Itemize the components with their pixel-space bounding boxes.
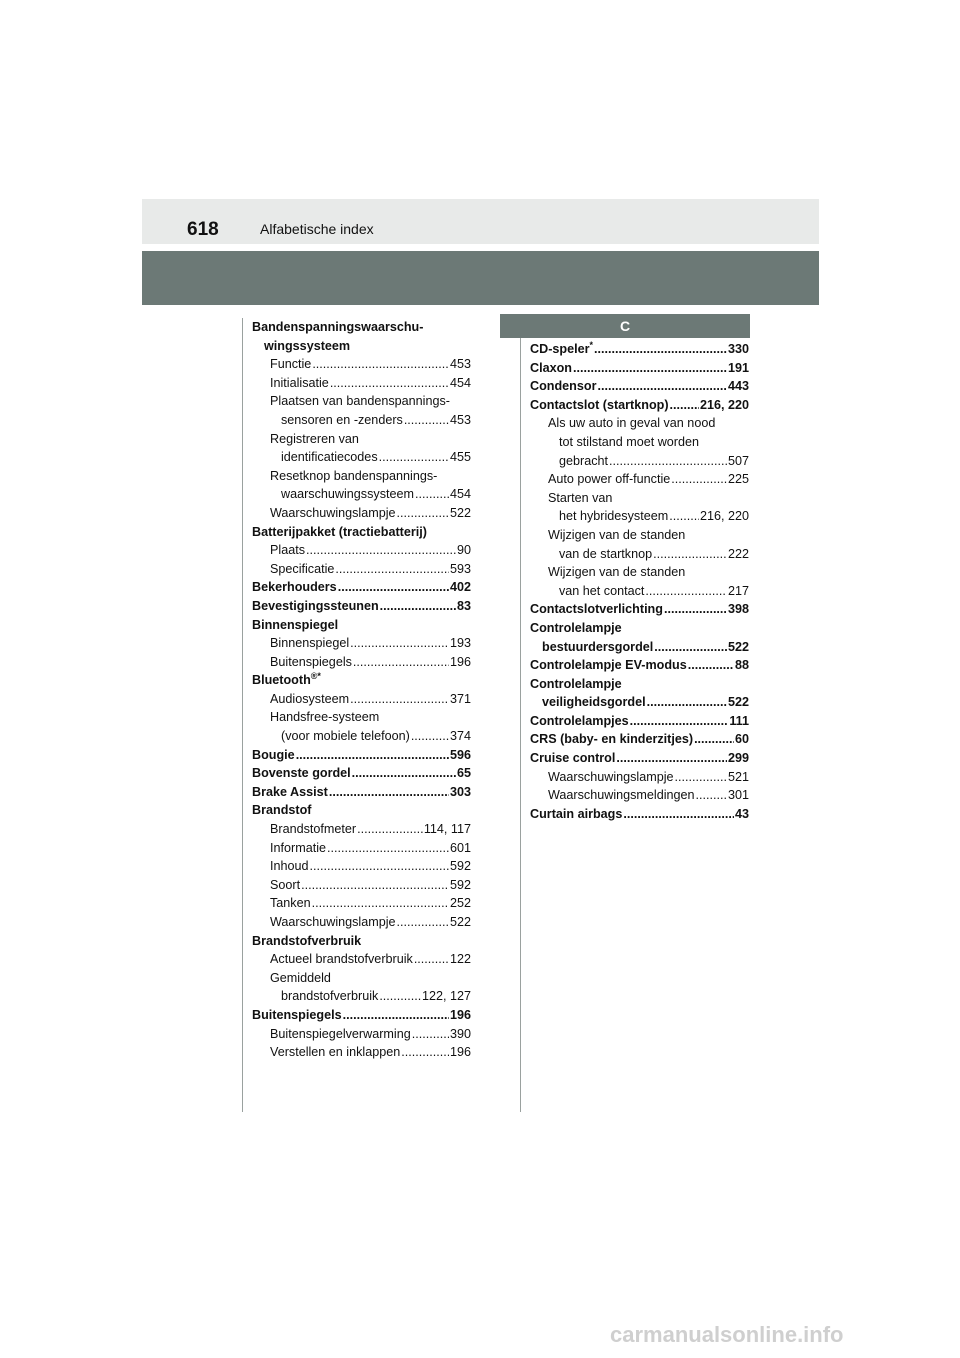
index-entry	[530, 526, 749, 545]
entry-page-ref[interactable]: 43	[734, 806, 749, 821]
index-entry	[252, 616, 471, 635]
index-entry	[252, 690, 471, 709]
leader-dots	[350, 690, 449, 709]
index-column-right	[530, 340, 749, 823]
entry-term: Inhoud	[270, 859, 309, 874]
index-entry	[530, 619, 749, 638]
entry-term: van de startknop	[559, 546, 653, 561]
entry-term: tot stilstand moet worden	[559, 434, 700, 449]
entry-page-ref[interactable]: 371	[449, 691, 471, 706]
entry-page-ref[interactable]: 90	[456, 543, 471, 558]
index-entry	[252, 485, 471, 504]
index-entry	[252, 337, 471, 356]
entry-page-ref[interactable]: 596	[449, 747, 471, 762]
entry-term: veiligheidsgordel	[542, 695, 646, 710]
leader-dots	[397, 504, 449, 523]
index-entry	[252, 1025, 471, 1044]
entry-page-ref[interactable]: 507	[727, 453, 749, 468]
entry-term: Controlelampjes	[530, 713, 629, 728]
entry-term: Resetknop bandenspannings-	[270, 468, 438, 483]
index-entry	[530, 712, 749, 731]
entry-term: Bluetooth®*	[252, 671, 321, 688]
entry-term: Contactslot (startknop)	[530, 397, 669, 412]
entry-term: Handsfree-systeem	[270, 710, 380, 725]
entry-page-ref[interactable]: 455	[449, 450, 471, 465]
index-entry	[252, 857, 471, 876]
index-entry	[252, 876, 471, 895]
entry-term: Waarschuwingslampje	[270, 915, 396, 929]
middle-column-rule	[520, 338, 521, 1112]
entry-term: waarschuwingssysteem	[281, 487, 414, 502]
leader-dots	[329, 783, 449, 802]
entry-page-ref[interactable]: 60	[734, 732, 749, 747]
index-entry	[252, 504, 471, 523]
entry-term: Buitenspiegels	[270, 654, 352, 669]
index-entry	[252, 374, 471, 393]
entry-page-ref[interactable]: 453	[449, 412, 471, 427]
index-entry	[252, 764, 471, 783]
leader-dots	[352, 764, 456, 783]
index-entry	[530, 582, 749, 601]
index-entry	[252, 708, 471, 727]
page-number: 618	[187, 219, 219, 240]
leader-dots	[647, 693, 727, 712]
index-entry	[252, 820, 471, 839]
entry-superscript: ®*	[310, 671, 321, 682]
entry-page-ref[interactable]: 111	[729, 713, 749, 728]
leader-dots	[338, 578, 449, 597]
entry-page-ref[interactable]: 402	[449, 580, 471, 595]
entry-term: Waarschuwingsmeldingen	[548, 788, 695, 803]
leader-dots	[573, 359, 727, 378]
entry-term: Starten van	[548, 490, 613, 505]
leader-dots	[597, 377, 727, 396]
index-entry	[530, 656, 749, 675]
leader-dots	[654, 638, 727, 657]
entry-term: Binnenspiegel	[252, 617, 339, 632]
entry-page-ref[interactable]: 88	[734, 658, 749, 673]
entry-page-ref[interactable]: 122	[449, 952, 471, 967]
entry-page-ref[interactable]: 592	[449, 877, 471, 892]
leader-dots	[414, 950, 449, 969]
leader-dots	[306, 541, 456, 560]
index-column-left	[252, 318, 471, 1062]
entry-term: brandstofverbruik	[281, 989, 379, 1004]
entry-term: Cruise control	[530, 751, 616, 766]
index-entry	[252, 523, 471, 542]
index-entry	[252, 411, 471, 430]
entry-term: Waarschuwingslampje	[270, 505, 396, 520]
entry-term: Contactslotverlichting	[530, 602, 663, 617]
entry-term: Plaatsen van bandenspannings-	[270, 394, 450, 409]
index-entry	[530, 600, 749, 619]
leader-dots	[594, 340, 727, 359]
entry-page-ref[interactable]: 225	[727, 472, 749, 487]
index-entry	[252, 653, 471, 672]
entry-page-ref[interactable]: 217	[727, 583, 749, 598]
index-entry	[252, 671, 471, 690]
entry-term: Tanken	[270, 896, 311, 911]
entry-term: Wijzigen van de standen	[548, 527, 686, 542]
entry-term: Buitenspiegels	[252, 1007, 342, 1022]
entry-page-ref[interactable]: 65	[456, 766, 471, 781]
entry-term: identificatiecodes	[281, 450, 378, 465]
leader-dots	[688, 656, 734, 675]
entry-page-ref[interactable]: 216, 220	[699, 397, 749, 412]
entry-page-ref[interactable]: 454	[449, 487, 471, 502]
entry-term: Specificatie	[270, 561, 335, 576]
entry-page-ref[interactable]: 301	[727, 788, 749, 803]
entry-term: sensoren en -zenders	[281, 412, 403, 427]
entry-term: CD-speler*	[530, 339, 594, 356]
index-entry	[252, 597, 471, 616]
entry-page-ref[interactable]: 453	[449, 357, 471, 372]
index-entry	[252, 467, 471, 486]
entry-page-ref[interactable]: 522	[727, 639, 749, 654]
leader-dots	[404, 411, 449, 430]
entry-term: Brake Assist	[252, 784, 328, 799]
entry-term: Condensor	[530, 379, 597, 394]
entry-page-ref[interactable]: 299	[727, 751, 749, 766]
index-entry	[530, 489, 749, 508]
entry-page-ref[interactable]: 216, 220	[699, 509, 749, 524]
entry-page-ref[interactable]: 454	[449, 375, 471, 390]
entry-page-ref[interactable]: 443	[727, 379, 749, 394]
leader-dots	[379, 987, 421, 1006]
entry-term: Binnenspiegel	[270, 636, 350, 651]
index-entry	[530, 340, 749, 359]
section-title: Alfabetische index	[260, 221, 374, 237]
page-header	[142, 199, 819, 244]
entry-term: Auto power off-functie	[548, 472, 671, 487]
entry-term: Controlelampje EV-modus	[530, 658, 687, 673]
leader-dots	[616, 749, 727, 768]
index-entry	[252, 894, 471, 913]
index-entry	[252, 318, 471, 337]
index-entry	[530, 414, 749, 433]
entry-term: gebracht	[559, 453, 609, 468]
index-entry	[530, 433, 749, 452]
index-entry	[252, 969, 471, 988]
entry-term: (voor mobiele telefoon)	[281, 729, 410, 744]
leader-dots	[350, 634, 449, 653]
index-entry	[252, 634, 471, 653]
entry-term: Waarschuwingslampje	[548, 769, 674, 784]
leader-dots	[669, 507, 699, 526]
entry-term: van het contact	[559, 583, 645, 598]
entry-term: Plaats	[270, 543, 306, 558]
index-entry	[252, 783, 471, 802]
leader-dots	[671, 470, 727, 489]
entry-page-ref[interactable]: 193	[449, 636, 471, 651]
entry-term: Brandstof	[252, 803, 312, 818]
index-entry	[252, 727, 471, 746]
entry-page-ref[interactable]: 593	[449, 561, 471, 576]
index-entry	[530, 786, 749, 805]
leader-dots	[609, 452, 727, 471]
index-entry	[252, 1006, 471, 1025]
entry-term: Bovenste gordel	[252, 766, 351, 781]
entry-term: Registreren van	[270, 431, 359, 446]
entry-term: Soort	[270, 877, 301, 892]
entry-page-ref[interactable]: 374	[449, 729, 471, 744]
entry-term: Buitenspiegelverwarming	[270, 1026, 411, 1041]
leader-dots	[397, 913, 449, 932]
leader-dots	[353, 653, 449, 672]
entry-page-ref[interactable]: 114, 117	[423, 822, 471, 837]
entry-page-ref[interactable]: 303	[449, 784, 471, 799]
entry-term: Functie	[270, 357, 312, 372]
entry-term: wingssysteem	[264, 338, 351, 353]
entry-term: Controlelampje	[530, 620, 622, 635]
leader-dots	[664, 600, 727, 619]
index-entry	[252, 839, 471, 858]
leader-dots	[675, 768, 727, 787]
entry-page-ref[interactable]: 522	[449, 915, 471, 929]
entry-term: Verstellen en inklappen	[270, 1045, 401, 1060]
entry-term: Bougie	[252, 747, 295, 762]
index-entry	[530, 507, 749, 526]
entry-term: Brandstofmeter	[270, 822, 357, 837]
leader-dots	[670, 396, 699, 415]
leader-dots	[301, 876, 449, 895]
index-entry	[530, 563, 749, 582]
letter-heading: C	[500, 314, 750, 338]
leader-dots	[335, 560, 449, 579]
index-entry	[530, 470, 749, 489]
entry-page-ref[interactable]: 522	[727, 695, 749, 710]
index-entry	[252, 1043, 471, 1062]
index-entry	[530, 396, 749, 415]
index-entry	[252, 560, 471, 579]
leader-dots	[415, 485, 449, 504]
entry-page-ref[interactable]: 522	[449, 505, 471, 520]
index-entry	[252, 355, 471, 374]
entry-page-ref[interactable]: 398	[727, 602, 749, 617]
entry-page-ref[interactable]: 521	[727, 769, 749, 784]
leader-dots	[623, 805, 734, 824]
index-entry	[530, 730, 749, 749]
entry-page-ref[interactable]: 252	[449, 896, 471, 911]
entry-term: Batterijpakket (tractiebatterij)	[252, 524, 427, 539]
entry-term: Informatie	[270, 840, 326, 855]
watermark: carmanualsonline.info	[610, 1322, 844, 1347]
leader-dots	[357, 820, 423, 839]
entry-page-ref[interactable]: 330	[727, 342, 749, 356]
index-entry	[530, 768, 749, 787]
index-entry	[252, 913, 471, 932]
entry-page-ref[interactable]: 196	[449, 654, 471, 669]
entry-term: Bevestigingssteunen	[252, 598, 379, 613]
leader-dots	[296, 746, 449, 765]
index-entry	[530, 805, 749, 824]
entry-page-ref[interactable]: 196	[449, 1007, 471, 1022]
leader-dots	[379, 448, 449, 467]
entry-term: bestuurdersgordel	[542, 639, 654, 654]
entry-page-ref[interactable]: 83	[456, 598, 471, 613]
leader-dots	[312, 894, 449, 913]
entry-page-ref[interactable]: 191	[727, 360, 749, 375]
leader-dots	[630, 712, 729, 731]
index-entry	[530, 377, 749, 396]
leader-dots	[343, 1006, 449, 1025]
entry-term: Brandstofverbruik	[252, 933, 362, 948]
entry-term: het hybridesysteem	[559, 509, 669, 524]
index-entry	[252, 950, 471, 969]
leader-dots	[653, 545, 727, 564]
entry-term: Gemiddeld	[270, 970, 331, 985]
index-entry	[252, 448, 471, 467]
leader-dots	[327, 839, 449, 858]
index-entry	[252, 430, 471, 449]
entry-term: Audiosysteem	[270, 691, 350, 706]
index-entry	[252, 746, 471, 765]
leader-dots	[310, 857, 449, 876]
index-entry	[252, 932, 471, 951]
entry-page-ref[interactable]: 222	[727, 546, 749, 561]
leader-dots	[330, 374, 449, 393]
index-entry	[530, 693, 749, 712]
entry-page-ref[interactable]: 122, 127	[421, 989, 471, 1004]
leader-dots	[412, 1025, 449, 1044]
index-entry	[530, 359, 749, 378]
entry-page-ref[interactable]: 196	[449, 1045, 471, 1060]
entry-term: Actueel brandstofverbruik	[270, 952, 413, 967]
entry-term: Curtain airbags	[530, 806, 623, 821]
leader-dots	[694, 730, 734, 749]
header-band	[142, 251, 819, 305]
entry-page-ref[interactable]: 601	[449, 840, 471, 855]
entry-term: CRS (baby- en kinderzitjes)	[530, 732, 694, 747]
entry-page-ref[interactable]: 592	[449, 859, 471, 874]
index-entry	[530, 749, 749, 768]
index-entry	[530, 638, 749, 657]
index-entry	[252, 578, 471, 597]
index-entry	[530, 545, 749, 564]
leader-dots	[401, 1043, 449, 1062]
entry-term: Wijzigen van de standen	[548, 565, 686, 580]
entry-term: Claxon	[530, 360, 572, 375]
leader-dots	[411, 727, 449, 746]
left-column-rule	[242, 318, 243, 1112]
entry-term: Bandenspanningswaarschu-	[252, 320, 424, 334]
index-entry	[252, 392, 471, 411]
entry-term: Bekerhouders	[252, 580, 337, 595]
leader-dots	[312, 355, 449, 374]
entry-term: Controlelampje	[530, 676, 622, 691]
leader-dots	[380, 597, 456, 616]
entry-term: Initialisatie	[270, 375, 329, 390]
index-entry	[252, 541, 471, 560]
entry-page-ref[interactable]: 390	[449, 1026, 471, 1041]
leader-dots	[645, 582, 727, 601]
index-entry	[252, 987, 471, 1006]
entry-term: Als uw auto in geval van nood	[548, 416, 716, 431]
index-entry	[530, 675, 749, 694]
leader-dots	[696, 786, 727, 805]
index-entry	[530, 452, 749, 471]
entry-superscript: *	[589, 339, 594, 350]
index-entry	[252, 801, 471, 820]
